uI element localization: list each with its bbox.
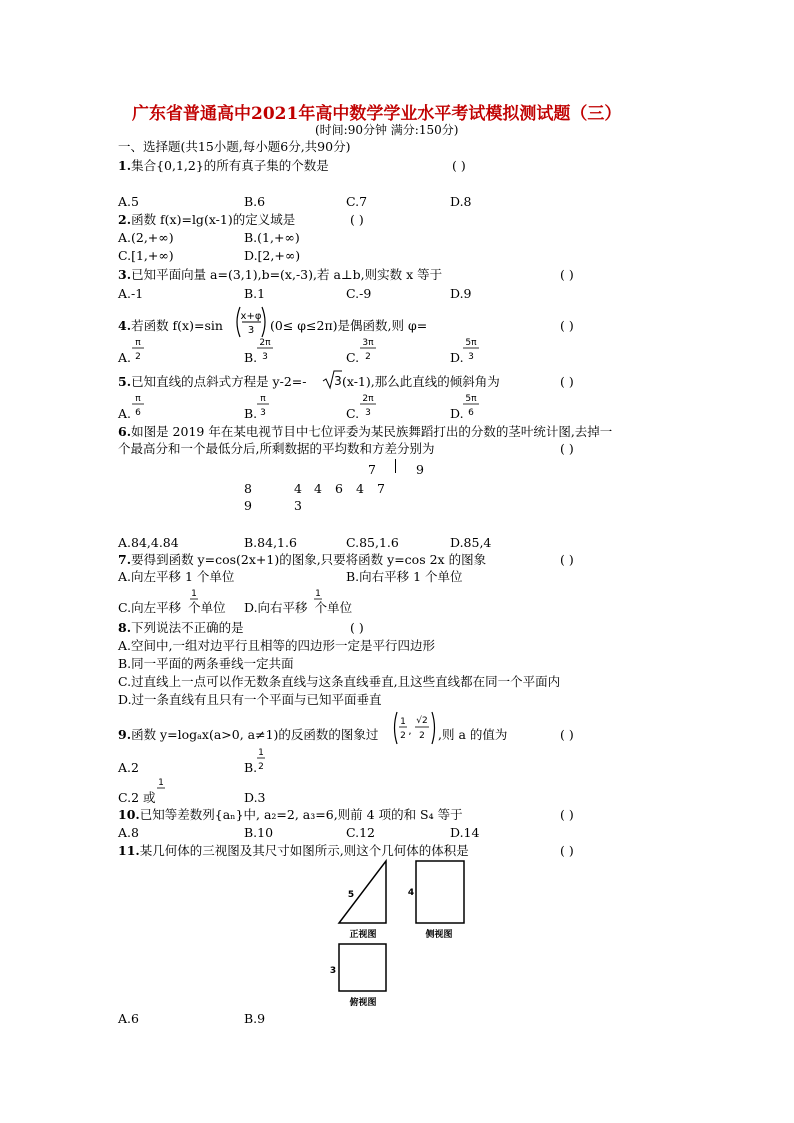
question-2 — [118, 212, 295, 228]
q-number: 4. — [118, 318, 132, 333]
option-c: C.85,1.6 — [346, 535, 399, 550]
option-b: B.10 — [244, 825, 274, 840]
question-8 — [118, 620, 244, 636]
svg-text:π: π — [135, 394, 141, 404]
q-stem: 已知直线的点斜式方程是 y-2=- — [131, 374, 307, 389]
svg-text:6: 6 — [135, 408, 141, 418]
frac-denominator: 3 — [247, 325, 255, 336]
dim-5: 5 — [347, 890, 355, 900]
svg-text:2: 2 — [365, 352, 371, 362]
q-stem-cont: ,则 a 的值为 — [438, 727, 508, 742]
svg-text:1: 1 — [400, 717, 406, 727]
q-number: 10. — [118, 807, 140, 822]
answer-bracket: ( ) — [560, 552, 574, 567]
option-b: B. — [244, 406, 258, 421]
q-number: 1. — [118, 158, 132, 173]
q-stem-cont: (x-1),那么此直线的倾斜角为 — [342, 374, 500, 389]
option-c: C. — [346, 350, 360, 365]
q-stem: 若函数 f(x)=sin — [131, 318, 223, 333]
svg-text:2π: 2π — [362, 394, 374, 404]
question-1 — [118, 158, 329, 174]
svg-text:π: π — [260, 394, 266, 404]
front-view-label: 正视图 — [349, 930, 377, 940]
answer-bracket: ( ) — [350, 212, 364, 227]
q-stem: 函数 f(x)=lg(x-1)的定义域是 — [131, 212, 296, 227]
sqrt-symbol — [322, 369, 342, 391]
question-3 — [118, 267, 442, 283]
leaf: 6 — [335, 481, 343, 496]
option-d: D.3 — [244, 790, 266, 805]
option-b: B.1 — [244, 286, 266, 301]
point-coordinates — [392, 710, 438, 746]
svg-text:√2: √2 — [416, 716, 428, 726]
option-a-fraction — [131, 391, 145, 421]
option-d: D.8 — [450, 194, 472, 209]
svg-text:1: 1 — [191, 589, 197, 599]
q-number: 3. — [118, 267, 132, 282]
option-c-fraction — [156, 775, 166, 803]
option-b: B.(1,+∞) — [244, 230, 300, 245]
svg-text:,: , — [408, 726, 412, 737]
svg-text:1: 1 — [258, 748, 264, 758]
side-view-label: 侧视图 — [425, 930, 453, 940]
stem-divider — [395, 459, 396, 473]
option-d: D.9 — [450, 286, 472, 301]
leaf: 4 — [314, 481, 322, 496]
page-title: 广东省普通高中2021年高中数学学业水平考试模拟测试题（三） — [132, 104, 622, 124]
answer-bracket: ( ) — [560, 318, 574, 333]
stem: 9 — [244, 498, 252, 513]
half-fraction — [189, 586, 199, 614]
half-fraction — [313, 586, 323, 614]
dim-4: 4 — [407, 888, 415, 898]
top-view-square — [339, 944, 386, 991]
q-stem: 要得到函数 y=cos(2x+1)的图象,只要将函数 y=cos 2x 的图象 — [131, 552, 487, 567]
option-b: B. — [244, 760, 258, 775]
q-stem: 已知等差数列{aₙ}中, a₂=2, a₃=6,则前 4 项的和 S₄ 等于 — [139, 807, 463, 822]
question-6 — [118, 424, 612, 440]
option-d: D. — [450, 406, 464, 421]
option-d: D.85,4 — [450, 535, 492, 550]
answer-bracket: ( ) — [452, 158, 466, 173]
svg-text:3: 3 — [262, 352, 268, 362]
answer-bracket: ( ) — [560, 807, 574, 822]
three-view-diagram — [325, 855, 475, 1010]
sin-argument-fraction — [234, 305, 268, 339]
q-number: 11. — [118, 843, 140, 858]
exam-info: (时间:90分钟 满分:150分) — [315, 123, 459, 137]
svg-text:π: π — [135, 338, 141, 348]
svg-text:6: 6 — [468, 408, 474, 418]
option-b: B.同一平面的两条垂线一定共面 — [118, 656, 294, 671]
option-a: A.-1 — [118, 286, 144, 301]
svg-text:2π: 2π — [259, 338, 271, 348]
answer-bracket: ( ) — [560, 843, 574, 858]
option-b: B.84,1.6 — [244, 535, 297, 550]
answer-bracket: ( ) — [560, 727, 574, 742]
svg-text:1: 1 — [315, 589, 321, 599]
option-d: D. — [450, 350, 464, 365]
svg-text:3: 3 — [365, 408, 371, 418]
stem: 8 — [244, 481, 252, 496]
option-a-fraction — [131, 335, 145, 365]
option-a: A. — [118, 350, 132, 365]
option-d: D.向右平移 个单位 — [244, 600, 353, 615]
question-10 — [118, 807, 463, 823]
question-9: 9.函数 y=logax(a>0, a≠1)的反函数的图象过 — [118, 727, 379, 742]
answer-bracket: ( ) — [350, 620, 364, 635]
section-heading: 一、选择题(共15小题,每小题6分,共90分) — [118, 139, 351, 154]
leaf: 3 — [294, 498, 302, 513]
option-b: B.6 — [244, 194, 266, 209]
answer-bracket: ( ) — [560, 441, 574, 456]
option-a: A.2 — [118, 760, 139, 775]
svg-text:3: 3 — [334, 374, 342, 388]
svg-text:2: 2 — [419, 731, 425, 741]
option-c: C.向左平移 个单位 — [118, 600, 226, 615]
svg-text:3: 3 — [260, 408, 266, 418]
option-c-fraction — [359, 335, 377, 365]
question-4 — [118, 318, 223, 334]
svg-text:5π: 5π — [465, 394, 477, 404]
side-view-rect — [416, 861, 464, 923]
q-stem: 已知平面向量 a=(3,1),b=(x,-3),若 a⊥b,则实数 x 等于 — [131, 267, 443, 282]
leaf: 4 — [294, 481, 302, 496]
top-view-label: 俯视图 — [349, 998, 377, 1008]
option-a: A.6 — [118, 1011, 139, 1026]
svg-text:2: 2 — [400, 731, 406, 741]
q-number: 9. — [118, 727, 132, 742]
frac-numerator: x+φ — [240, 311, 262, 322]
option-c: C. — [346, 406, 360, 421]
leaf: 9 — [416, 462, 424, 477]
option-a: A.空间中,一组对边平行且相等的四边形一定是平行四边形 — [118, 638, 435, 653]
option-b: B.向右平移 1 个单位 — [346, 569, 463, 584]
q-stem-cont: (0≤ φ≤2π)是偶函数,则 φ= — [270, 318, 428, 333]
option-a: A.84,4.84 — [118, 535, 179, 550]
option-c: C.过直线上一点可以作无数条直线与这条直线垂直,且这些直线都在同一个平面内 — [118, 674, 561, 689]
q-number: 2. — [118, 212, 132, 227]
svg-text:3: 3 — [468, 352, 474, 362]
option-b-fraction — [256, 745, 266, 775]
q-stem: 如图是 2019 年在某电视节目中七位评委为某民族舞蹈打出的分数的茎叶统计图,去掉一 — [131, 424, 613, 439]
option-b-fraction — [256, 335, 274, 365]
q-number: 7. — [118, 552, 132, 567]
answer-bracket: ( ) — [560, 267, 574, 282]
svg-text:5π: 5π — [465, 338, 477, 348]
option-d: D.过一条直线有且只有一个平面与已知平面垂直 — [118, 692, 382, 707]
option-a: A.5 — [118, 194, 139, 209]
answer-bracket: ( ) — [560, 374, 574, 389]
q-stem: 函数 y=log — [131, 727, 198, 742]
question-7 — [118, 552, 486, 568]
front-view-triangle — [339, 861, 386, 923]
option-b: B. — [244, 350, 258, 365]
option-a: A. — [118, 406, 132, 421]
q-stem: 集合{0,1,2}的所有真子集的个数是 — [131, 158, 329, 173]
option-c: C.12 — [346, 825, 375, 840]
question-5 — [118, 374, 306, 390]
q-stem: 某几何体的三视图及其尺寸如图所示,则这个几何体的体积是 — [139, 843, 469, 858]
leaf: 7 — [377, 481, 385, 496]
svg-text:2: 2 — [135, 352, 141, 362]
option-c: C.[1,+∞) — [118, 248, 174, 263]
option-b-fraction — [256, 391, 270, 421]
option-a: A.8 — [118, 825, 139, 840]
option-c: C.2 或 — [118, 790, 156, 805]
svg-text:2: 2 — [258, 762, 264, 772]
option-c: C.7 — [346, 194, 368, 209]
q-number: 5. — [118, 374, 132, 389]
leaf: 7 — [368, 462, 376, 477]
leaf: 4 — [356, 481, 364, 496]
option-a: A.(2,+∞) — [118, 230, 174, 245]
option-d: D.14 — [450, 825, 480, 840]
q-number: 6. — [118, 424, 132, 439]
svg-text:3π: 3π — [362, 338, 374, 348]
option-b: B.9 — [244, 1011, 266, 1026]
q-stem: 下列说法不正确的是 — [131, 620, 244, 635]
option-c-fraction — [359, 391, 377, 421]
option-c: C.-9 — [346, 286, 372, 301]
q-stem-line2: 个最高分和一个最低分后,所剩数据的平均数和方差分别为 — [118, 441, 435, 456]
option-d-fraction — [462, 391, 480, 421]
option-d-fraction — [462, 335, 480, 365]
q-number: 8. — [118, 620, 132, 635]
option-a: A.向左平移 1 个单位 — [118, 569, 235, 584]
svg-text:1: 1 — [158, 778, 164, 788]
option-d: D.[2,+∞) — [244, 248, 301, 263]
dim-3: 3 — [329, 966, 337, 976]
